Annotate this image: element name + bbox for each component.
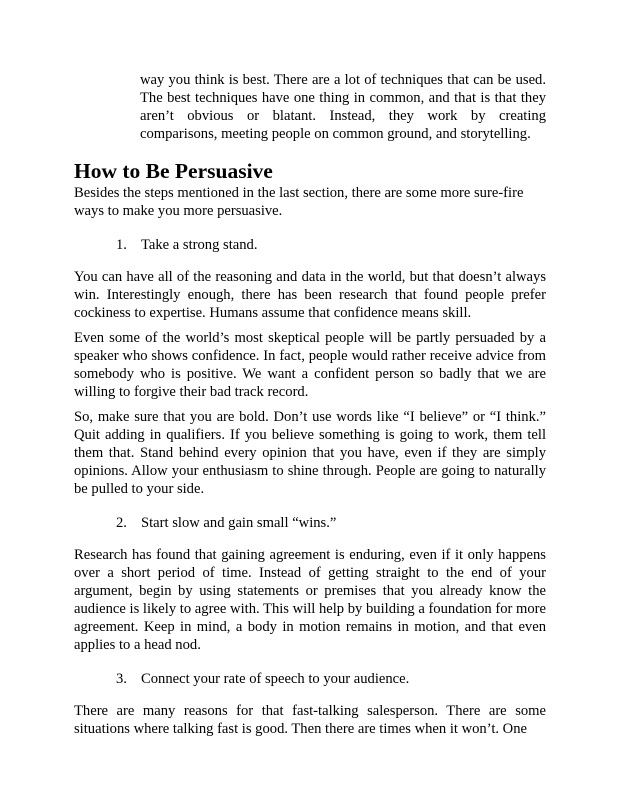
list-item-2: [116, 514, 546, 532]
body-paragraph: So, make sure that you are bold. Don’t use words like “I believe” or “I think.” Quit adding in qualifiers. If you believe something is going to work, them tell them that. Stand behind every opinion that you have, even if they are simply opinions. Allow your enthusiasm to shine through. People are going to naturally be pulled to your side.: [74, 409, 546, 497]
section-heading: How to Be Persuasive: [74, 159, 273, 183]
continuation-paragraph: way you think is best. There are a lot of techniques that can be used. The best techniques have one thing in common, and that is that they aren’t obvious or blatant. Instead, they work by creating comparisons, meeting people on common ground, and storytelling.: [140, 72, 546, 142]
list-number: 3.: [116, 671, 127, 687]
page-content: [74, 71, 546, 745]
intro-paragraph: Besides the steps mentioned in the last section, there are some more sure-fire ways to make you more persuasive.: [74, 185, 524, 219]
list-item-1: [116, 236, 546, 254]
list-item-title: Take a strong stand.: [141, 237, 258, 253]
list-item-3: [116, 670, 546, 688]
body-paragraph: Research has found that gaining agreement is enduring, even if it only happens over a short period of time. Instead of getting straight to the end of your argument, begin by using statements or premises that you already know the audience is likely to agree with. This will help by building a foundation for more agreement. Keep in mind, a body in motion remains in motion, and that even applies to a head nod.: [74, 547, 546, 653]
body-paragraph: You can have all of the reasoning and data in the world, but that doesn’t always win. Interestingly enough, there has been research that found people prefer cockiness to expertise. Humans assume that confidence means skill.: [74, 269, 546, 321]
body-paragraph: There are many reasons for that fast-talking salesperson. There are some situations where talking fast is good. Then there are times when it won’t. One: [74, 703, 546, 737]
body-paragraph: Even some of the world’s most skeptical people will be partly persuaded by a speaker who shows confidence. In fact, people would rather receive advice from somebody who is positive. We want a confident person so badly that we are willing to forgive their bad track record.: [74, 330, 546, 400]
list-number: 1.: [116, 237, 127, 253]
list-number: 2.: [116, 515, 127, 531]
list-item-title: Start slow and gain small “wins.”: [141, 515, 337, 531]
list-item-title: Connect your rate of speech to your audience.: [141, 671, 410, 687]
